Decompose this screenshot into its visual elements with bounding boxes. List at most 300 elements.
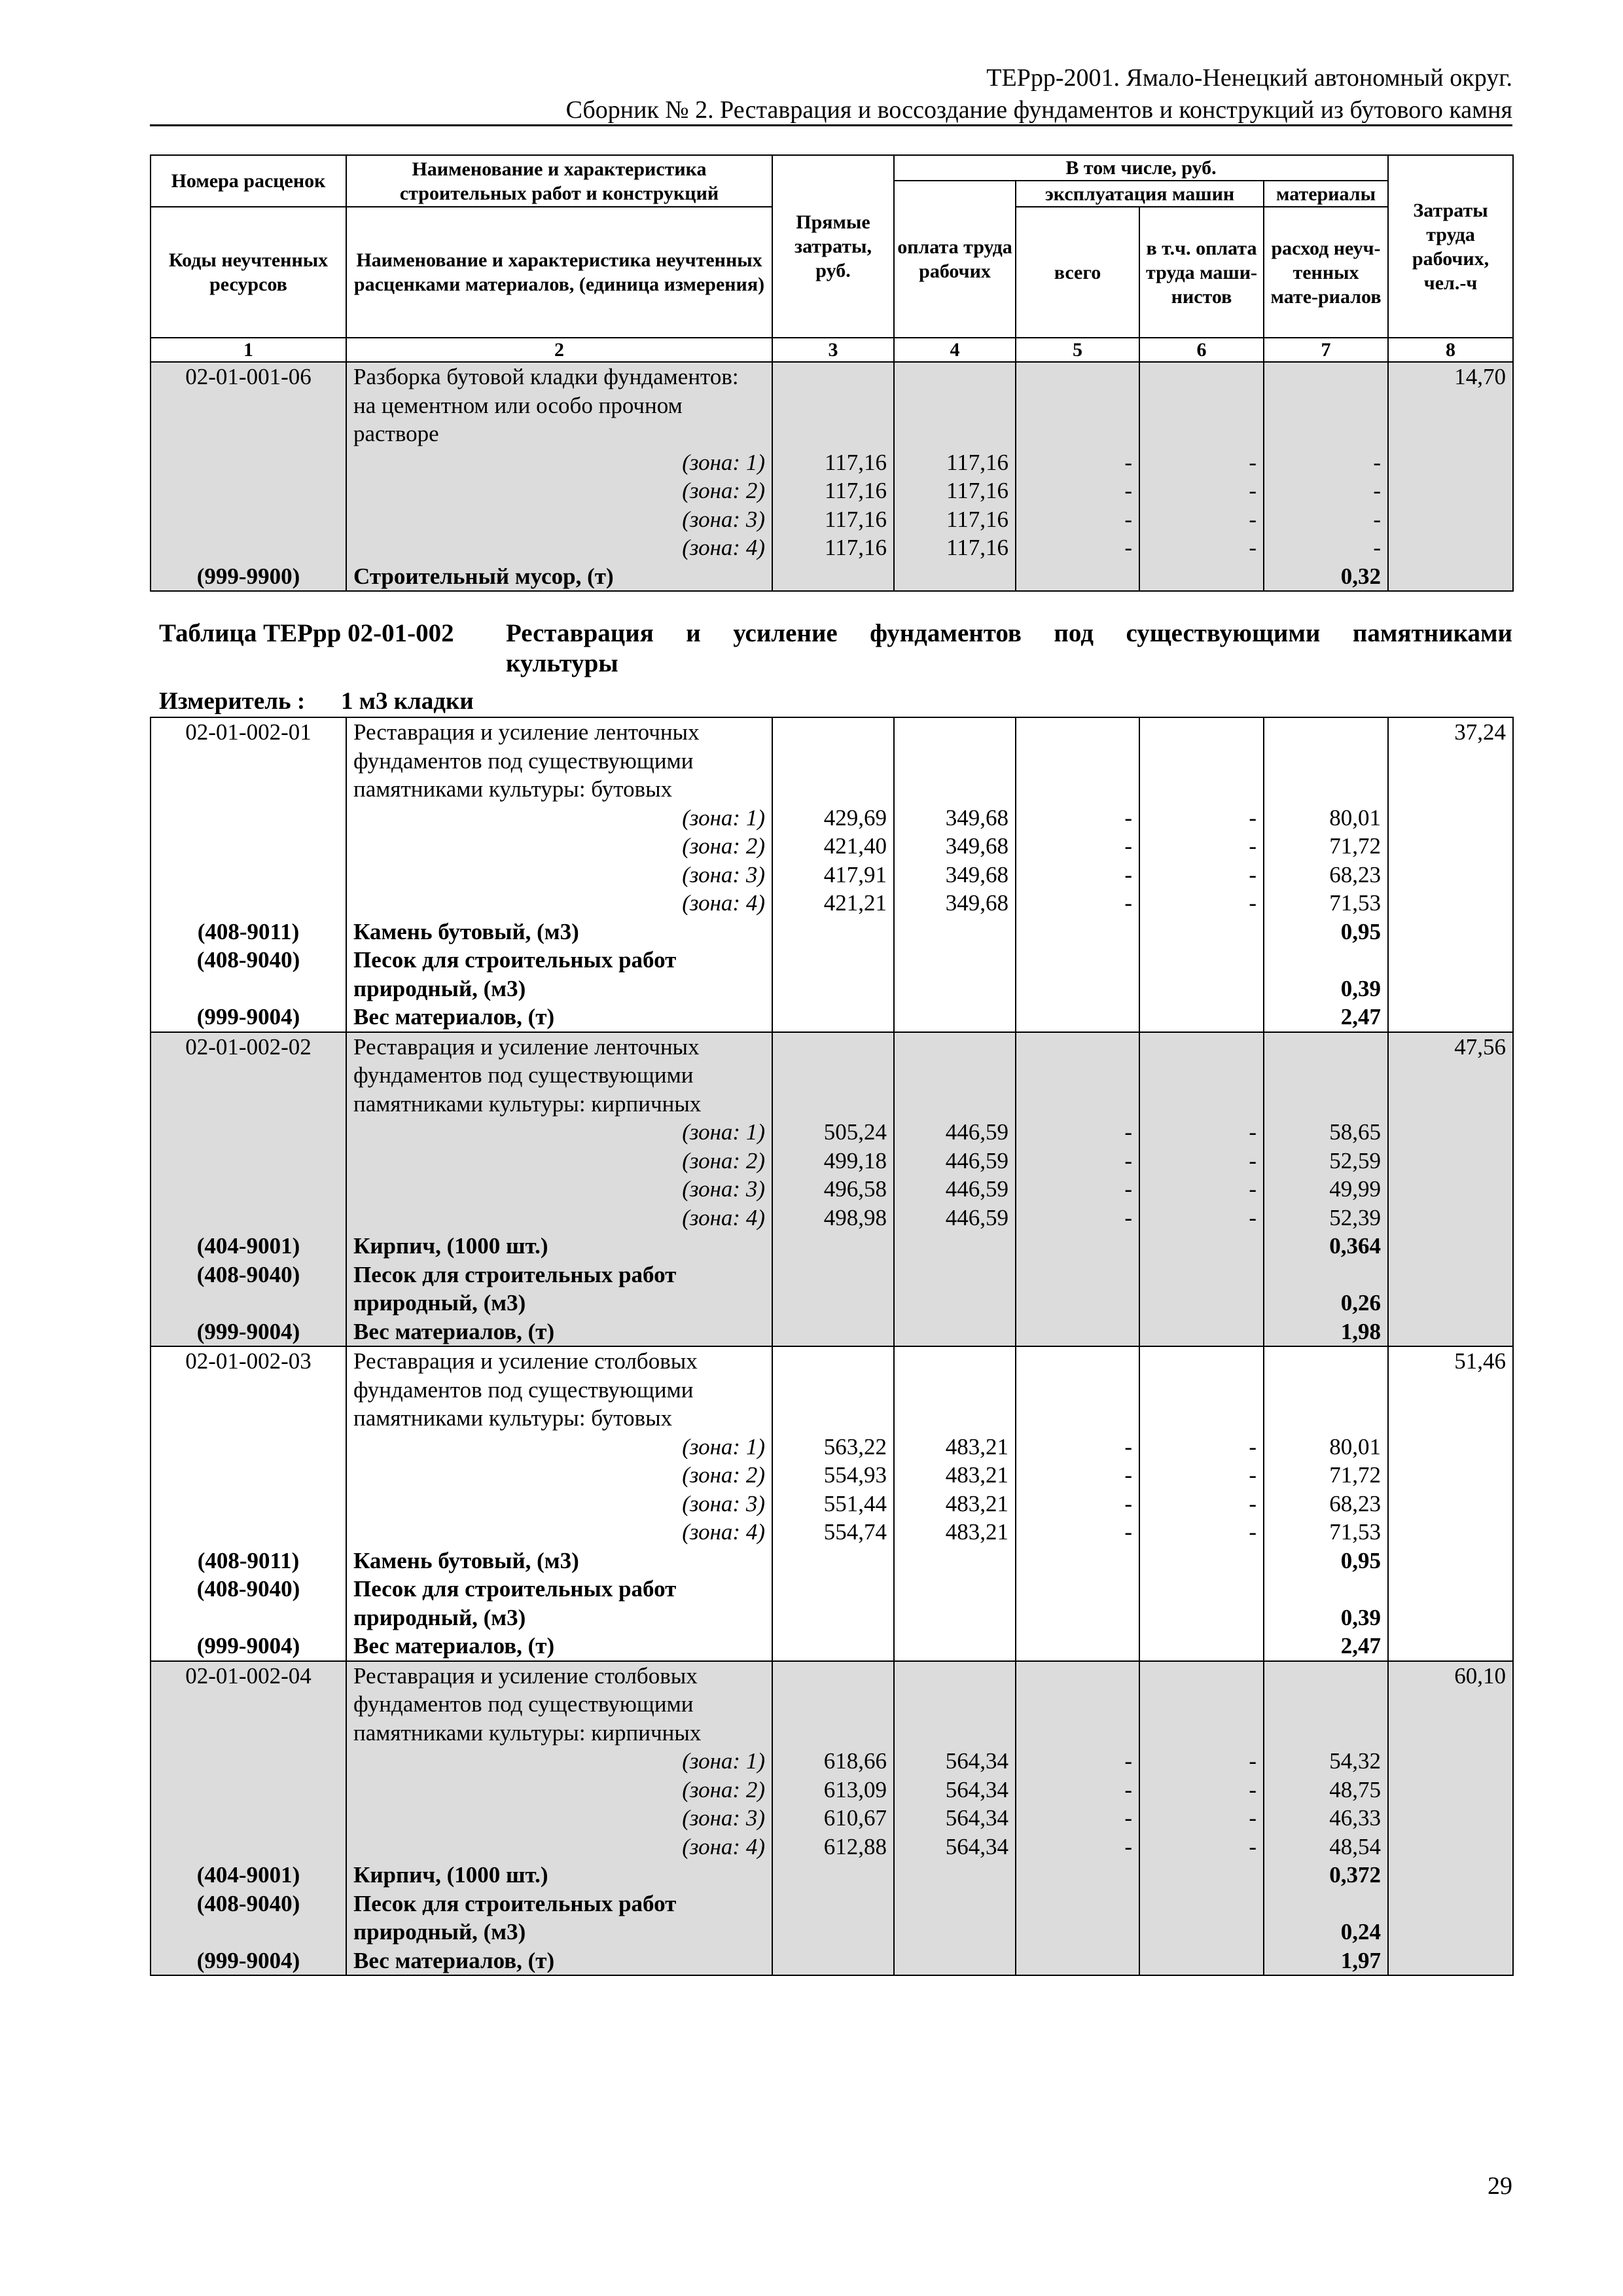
empty-cell — [894, 717, 1016, 747]
zone-label: (зона: 4) — [346, 889, 772, 918]
rate-row — [151, 362, 1513, 391]
empty-cell — [1139, 1604, 1264, 1632]
empty-cell — [894, 562, 1016, 592]
empty-cell — [1016, 1575, 1139, 1604]
resource-value: 0,26 — [1264, 1289, 1388, 1318]
resource-name: природный, (м3) — [346, 975, 772, 1003]
empty-cell — [1139, 1090, 1264, 1119]
resource-name: Песок для строительных работ — [346, 1261, 772, 1289]
empty-cell — [894, 1346, 1016, 1376]
empty-cell — [1139, 1232, 1264, 1261]
empty-cell — [1388, 391, 1513, 420]
resource-value: 0,39 — [1264, 1604, 1388, 1632]
machines-total: - — [1016, 1118, 1139, 1147]
empty-cell — [1016, 1032, 1139, 1062]
resource-code: (999-9900) — [151, 562, 346, 592]
empty-cell — [772, 1719, 894, 1748]
materials-cost: - — [1264, 533, 1388, 562]
zone-label: (зона: 1) — [346, 448, 772, 477]
empty-cell — [894, 1547, 1016, 1575]
col-number: 5 — [1016, 338, 1139, 363]
empty-cell — [1388, 832, 1513, 861]
empty-cell — [1016, 1404, 1139, 1433]
machines-pay: - — [1139, 476, 1264, 505]
empty-cell — [1016, 1690, 1139, 1719]
materials-cost: - — [1264, 476, 1388, 505]
empty-cell — [1016, 1719, 1139, 1748]
empty-cell — [1016, 1376, 1139, 1405]
machines-total: - — [1016, 832, 1139, 861]
materials-cost: 71,72 — [1264, 832, 1388, 861]
empty-cell — [894, 1719, 1016, 1748]
empty-cell — [1388, 1376, 1513, 1405]
empty-cell — [1016, 562, 1139, 592]
empty-cell — [894, 1289, 1016, 1318]
zone-label: (зона: 4) — [346, 533, 772, 562]
materials-cost: 58,65 — [1264, 1118, 1388, 1147]
empty-cell — [1139, 562, 1264, 592]
zone-label: (зона: 3) — [346, 1490, 772, 1518]
empty-cell — [1139, 1061, 1264, 1090]
materials-cost: 48,75 — [1264, 1776, 1388, 1804]
machines-total: - — [1016, 1518, 1139, 1547]
empty-cell — [894, 775, 1016, 804]
empty-cell — [1264, 1090, 1388, 1119]
machines-pay: - — [1139, 1118, 1264, 1147]
table-title-text: Реставрация и усиление фундаментов под существующими памятниками — [506, 619, 1512, 647]
resource-row — [151, 918, 1513, 946]
empty-cell — [1016, 1918, 1139, 1946]
resource-row — [151, 1547, 1513, 1575]
empty-cell — [151, 391, 346, 420]
labor-pay: 349,68 — [894, 889, 1016, 918]
zone-label: (зона: 3) — [346, 861, 772, 889]
materials-cost: 48,54 — [1264, 1833, 1388, 1861]
empty-cell — [894, 1861, 1016, 1890]
labor-cost: 51,46 — [1388, 1346, 1513, 1376]
rate-name: Реставрация и усиление ленточных — [346, 717, 772, 747]
empty-cell — [1264, 420, 1388, 448]
rate-code: 02-01-002-04 — [151, 1661, 346, 1691]
zone-label: (зона: 2) — [346, 476, 772, 505]
empty-cell — [151, 1833, 346, 1861]
resource-value: 0,364 — [1264, 1232, 1388, 1261]
machines-pay: - — [1139, 1490, 1264, 1518]
rate-row — [151, 1719, 1513, 1748]
labor-pay: 446,59 — [894, 1118, 1016, 1147]
zone-row — [151, 505, 1513, 534]
empty-cell — [894, 1404, 1016, 1433]
resource-code: (999-9004) — [151, 1946, 346, 1976]
empty-cell — [894, 391, 1016, 420]
empty-cell — [772, 1918, 894, 1946]
empty-cell — [151, 1490, 346, 1518]
zone-label: (зона: 4) — [346, 1518, 772, 1547]
resource-row — [151, 1918, 1513, 1946]
resource-row — [151, 1575, 1513, 1604]
empty-cell — [151, 1804, 346, 1833]
empty-cell — [1388, 476, 1513, 505]
empty-cell — [1388, 1175, 1513, 1204]
materials-cost: - — [1264, 505, 1388, 534]
empty-cell — [894, 1376, 1016, 1405]
empty-cell — [894, 1232, 1016, 1261]
empty-cell — [151, 1433, 346, 1462]
labor-pay: 564,34 — [894, 1776, 1016, 1804]
empty-cell — [1139, 1346, 1264, 1376]
empty-cell — [772, 1661, 894, 1691]
zone-row — [151, 1147, 1513, 1175]
empty-cell — [1016, 1061, 1139, 1090]
machines-pay: - — [1139, 1461, 1264, 1490]
resource-row — [151, 1632, 1513, 1661]
empty-cell — [772, 1604, 894, 1632]
empty-cell — [772, 1061, 894, 1090]
empty-cell — [1016, 391, 1139, 420]
empty-cell — [1264, 775, 1388, 804]
labor-pay: 483,21 — [894, 1433, 1016, 1462]
resource-code: (999-9004) — [151, 1003, 346, 1032]
col-number: 1 — [151, 338, 346, 363]
column-header-table — [150, 154, 1514, 363]
page-number: 29 — [1488, 2172, 1512, 2200]
direct-cost: 499,18 — [772, 1147, 894, 1175]
labor-pay: 349,68 — [894, 832, 1016, 861]
resource-name: природный, (м3) — [346, 1604, 772, 1632]
resource-value: 2,47 — [1264, 1632, 1388, 1661]
empty-cell — [1388, 1318, 1513, 1347]
rate-name: Реставрация и усиление столбовых — [346, 1661, 772, 1691]
col-labor-pay: оплата труда рабочих — [894, 181, 1016, 338]
machines-pay: - — [1139, 1175, 1264, 1204]
measure-value: 1 м3 кладки — [341, 688, 474, 715]
empty-cell — [1264, 1890, 1388, 1918]
rate-row — [151, 1661, 1513, 1691]
labor-pay: 117,16 — [894, 448, 1016, 477]
resource-code: (408-9040) — [151, 1890, 346, 1918]
resource-row — [151, 1318, 1513, 1347]
empty-cell — [1388, 946, 1513, 975]
machines-pay: - — [1139, 1204, 1264, 1232]
empty-cell — [1388, 1490, 1513, 1518]
empty-cell — [1388, 1261, 1513, 1289]
empty-cell — [1016, 1346, 1139, 1376]
empty-cell — [894, 946, 1016, 975]
labor-cost: 60,10 — [1388, 1661, 1513, 1691]
empty-cell — [1139, 1632, 1264, 1661]
labor-pay: 117,16 — [894, 476, 1016, 505]
machines-pay: - — [1139, 505, 1264, 534]
empty-cell — [894, 1661, 1016, 1691]
resource-row — [151, 562, 1513, 592]
empty-cell — [1016, 1318, 1139, 1347]
empty-cell — [1139, 1003, 1264, 1032]
empty-cell — [1016, 1003, 1139, 1032]
zone-label: (зона: 3) — [346, 1175, 772, 1204]
labor-pay: 349,68 — [894, 861, 1016, 889]
machines-total: - — [1016, 1204, 1139, 1232]
rate-row — [151, 391, 1513, 420]
rate-name: памятниками культуры: кирпичных — [346, 1090, 772, 1119]
rate-row — [151, 747, 1513, 776]
empty-cell — [772, 562, 894, 592]
col-number: 6 — [1139, 338, 1264, 363]
empty-cell — [1388, 1289, 1513, 1318]
empty-cell — [1264, 747, 1388, 776]
empty-cell — [1264, 717, 1388, 747]
resource-row — [151, 975, 1513, 1003]
rate-name: растворе — [346, 420, 772, 448]
zone-label: (зона: 3) — [346, 505, 772, 534]
resource-value: 1,97 — [1264, 1946, 1388, 1976]
resource-value: 0,32 — [1264, 562, 1388, 592]
machines-total: - — [1016, 889, 1139, 918]
empty-cell — [1139, 775, 1264, 804]
rate-name: Реставрация и усиление ленточных — [346, 1032, 772, 1062]
resource-value: 0,24 — [1264, 1918, 1388, 1946]
empty-cell — [1264, 1261, 1388, 1289]
rate-name: памятниками культуры: бутовых — [346, 775, 772, 804]
labor-pay: 483,21 — [894, 1518, 1016, 1547]
labor-pay: 349,68 — [894, 804, 1016, 833]
empty-cell — [894, 1318, 1016, 1347]
empty-cell — [1388, 1690, 1513, 1719]
empty-cell — [894, 747, 1016, 776]
zone-row — [151, 861, 1513, 889]
rate-code: 02-01-002-01 — [151, 717, 346, 747]
machines-total: - — [1016, 861, 1139, 889]
empty-cell — [1016, 918, 1139, 946]
empty-cell — [772, 1547, 894, 1575]
zone-label: (зона: 4) — [346, 1204, 772, 1232]
empty-cell — [772, 1232, 894, 1261]
machines-pay: - — [1139, 1147, 1264, 1175]
empty-cell — [151, 775, 346, 804]
empty-cell — [151, 1376, 346, 1405]
resource-value: 2,47 — [1264, 1003, 1388, 1032]
resource-code: (999-9004) — [151, 1632, 346, 1661]
empty-cell — [772, 420, 894, 448]
materials-cost: 52,59 — [1264, 1147, 1388, 1175]
rate-name: фундаментов под существующими — [346, 1061, 772, 1090]
empty-cell — [1264, 1061, 1388, 1090]
rate-code: 02-01-002-02 — [151, 1032, 346, 1062]
resource-name: Кирпич, (1000 шт.) — [346, 1232, 772, 1261]
labor-pay: 564,34 — [894, 1833, 1016, 1861]
col-name-bottom: Наименование и характеристика неучтенных расценками материалов, (единица измерения) — [346, 207, 772, 338]
materials-cost: 46,33 — [1264, 1804, 1388, 1833]
col-direct: Прямые затраты, руб. — [772, 155, 894, 338]
empty-cell — [1016, 1632, 1139, 1661]
zone-row — [151, 832, 1513, 861]
direct-cost: 117,16 — [772, 448, 894, 477]
empty-cell — [894, 1946, 1016, 1976]
empty-cell — [772, 1346, 894, 1376]
direct-cost: 429,69 — [772, 804, 894, 833]
resource-code: (404-9001) — [151, 1861, 346, 1890]
header-rule — [150, 124, 1512, 126]
rate-code: 02-01-001-06 — [151, 362, 346, 391]
empty-cell — [151, 1918, 346, 1946]
empty-cell — [1139, 1547, 1264, 1575]
empty-cell — [894, 1918, 1016, 1946]
empty-cell — [1016, 775, 1139, 804]
machines-total: - — [1016, 1175, 1139, 1204]
machines-total: - — [1016, 476, 1139, 505]
empty-cell — [1388, 1632, 1513, 1661]
labor-pay: 483,21 — [894, 1461, 1016, 1490]
machines-total: - — [1016, 1147, 1139, 1175]
materials-cost: 68,23 — [1264, 861, 1388, 889]
col-materials: материалы — [1264, 181, 1388, 207]
measure-label: Измеритель : — [159, 688, 306, 715]
empty-cell — [1139, 946, 1264, 975]
header-line-1: ТЕРрр-2001. Ямало-Ненецкий автономный округ. — [986, 64, 1512, 92]
col-machines: эксплуатация машин — [1016, 181, 1264, 207]
zone-row — [151, 1833, 1513, 1861]
col-number: 8 — [1388, 338, 1513, 363]
empty-cell — [151, 1461, 346, 1490]
resource-row — [151, 946, 1513, 975]
empty-cell — [1139, 1861, 1264, 1890]
empty-cell — [1388, 1719, 1513, 1748]
empty-cell — [1388, 1861, 1513, 1890]
empty-cell — [772, 1890, 894, 1918]
resource-name: Камень бутовый, (м3) — [346, 918, 772, 946]
labor-cost: 37,24 — [1388, 717, 1513, 747]
direct-cost: 496,58 — [772, 1175, 894, 1204]
resource-row — [151, 1232, 1513, 1261]
resource-name: Песок для строительных работ — [346, 1575, 772, 1604]
empty-cell — [151, 1719, 346, 1748]
labor-cost: 14,70 — [1388, 362, 1513, 391]
empty-cell — [1139, 975, 1264, 1003]
zone-label: (зона: 1) — [346, 1118, 772, 1147]
empty-cell — [151, 1690, 346, 1719]
empty-cell — [772, 946, 894, 975]
labor-pay: 117,16 — [894, 505, 1016, 534]
empty-cell — [151, 1404, 346, 1433]
zone-row — [151, 1518, 1513, 1547]
direct-cost: 610,67 — [772, 1804, 894, 1833]
materials-cost: 54,32 — [1264, 1747, 1388, 1776]
empty-cell — [894, 420, 1016, 448]
empty-cell — [1388, 420, 1513, 448]
rate-name: фундаментов под существующими — [346, 1690, 772, 1719]
empty-cell — [772, 717, 894, 747]
machines-pay: - — [1139, 1518, 1264, 1547]
labor-pay: 564,34 — [894, 1747, 1016, 1776]
rate-row — [151, 1690, 1513, 1719]
empty-cell — [151, 1776, 346, 1804]
resource-code: (408-9011) — [151, 1547, 346, 1575]
empty-cell — [1139, 1690, 1264, 1719]
machines-total: - — [1016, 1833, 1139, 1861]
machines-pay: - — [1139, 1747, 1264, 1776]
direct-cost: 421,40 — [772, 832, 894, 861]
empty-cell — [894, 1061, 1016, 1090]
empty-cell — [772, 975, 894, 1003]
empty-cell — [1388, 1147, 1513, 1175]
resource-name: Кирпич, (1000 шт.) — [346, 1861, 772, 1890]
direct-cost: 421,21 — [772, 889, 894, 918]
empty-cell — [151, 1061, 346, 1090]
labor-pay: 117,16 — [894, 533, 1016, 562]
zone-row — [151, 1433, 1513, 1462]
resource-row — [151, 1261, 1513, 1289]
empty-cell — [1016, 420, 1139, 448]
col-incl: В том числе, руб. — [894, 155, 1388, 181]
rate-name: памятниками культуры: бутовых — [346, 1404, 772, 1433]
empty-cell — [151, 975, 346, 1003]
empty-cell — [1139, 1661, 1264, 1691]
machines-pay: - — [1139, 448, 1264, 477]
empty-cell — [1016, 1232, 1139, 1261]
empty-cell — [1016, 975, 1139, 1003]
header-line-2: Сборник № 2. Реставрация и воссоздание фундаментов и конструкций из бутового камня — [565, 96, 1512, 124]
machines-pay: - — [1139, 832, 1264, 861]
empty-cell — [772, 775, 894, 804]
empty-cell — [1388, 1804, 1513, 1833]
empty-cell — [1264, 391, 1388, 420]
machines-total: - — [1016, 1433, 1139, 1462]
direct-cost: 117,16 — [772, 533, 894, 562]
col-machines-total: всего — [1016, 207, 1139, 338]
rate-name: Реставрация и усиление столбовых — [346, 1346, 772, 1376]
resource-code: (408-9040) — [151, 946, 346, 975]
zone-label: (зона: 2) — [346, 1461, 772, 1490]
zone-row — [151, 1175, 1513, 1204]
empty-cell — [1139, 391, 1264, 420]
empty-cell — [894, 975, 1016, 1003]
materials-cost: 71,53 — [1264, 1518, 1388, 1547]
machines-pay: - — [1139, 1776, 1264, 1804]
empty-cell — [151, 1518, 346, 1547]
zone-row — [151, 1747, 1513, 1776]
col-number: 2 — [346, 338, 772, 363]
empty-cell — [1264, 1404, 1388, 1433]
resource-row — [151, 1289, 1513, 1318]
empty-cell — [1139, 918, 1264, 946]
resource-value: 0,372 — [1264, 1861, 1388, 1890]
resource-code: (404-9001) — [151, 1232, 346, 1261]
rate-name: фундаментов под существующими — [346, 1376, 772, 1405]
table-title-text-2: культуры — [506, 649, 618, 677]
empty-cell — [772, 1376, 894, 1405]
rate-row — [151, 1032, 1513, 1062]
empty-cell — [1388, 1918, 1513, 1946]
empty-cell — [1139, 1719, 1264, 1748]
machines-total: - — [1016, 1490, 1139, 1518]
empty-cell — [772, 747, 894, 776]
empty-cell — [1388, 1747, 1513, 1776]
empty-cell — [1388, 918, 1513, 946]
rate-row — [151, 775, 1513, 804]
zone-row — [151, 1461, 1513, 1490]
empty-cell — [772, 362, 894, 391]
empty-cell — [772, 1946, 894, 1976]
empty-cell — [1264, 362, 1388, 391]
materials-cost: 80,01 — [1264, 1433, 1388, 1462]
rate-row — [151, 420, 1513, 448]
resource-row — [151, 1946, 1513, 1976]
empty-cell — [151, 747, 346, 776]
empty-cell — [1388, 861, 1513, 889]
empty-cell — [1388, 1604, 1513, 1632]
machines-pay: - — [1139, 804, 1264, 833]
empty-cell — [1264, 946, 1388, 975]
direct-cost: 117,16 — [772, 476, 894, 505]
